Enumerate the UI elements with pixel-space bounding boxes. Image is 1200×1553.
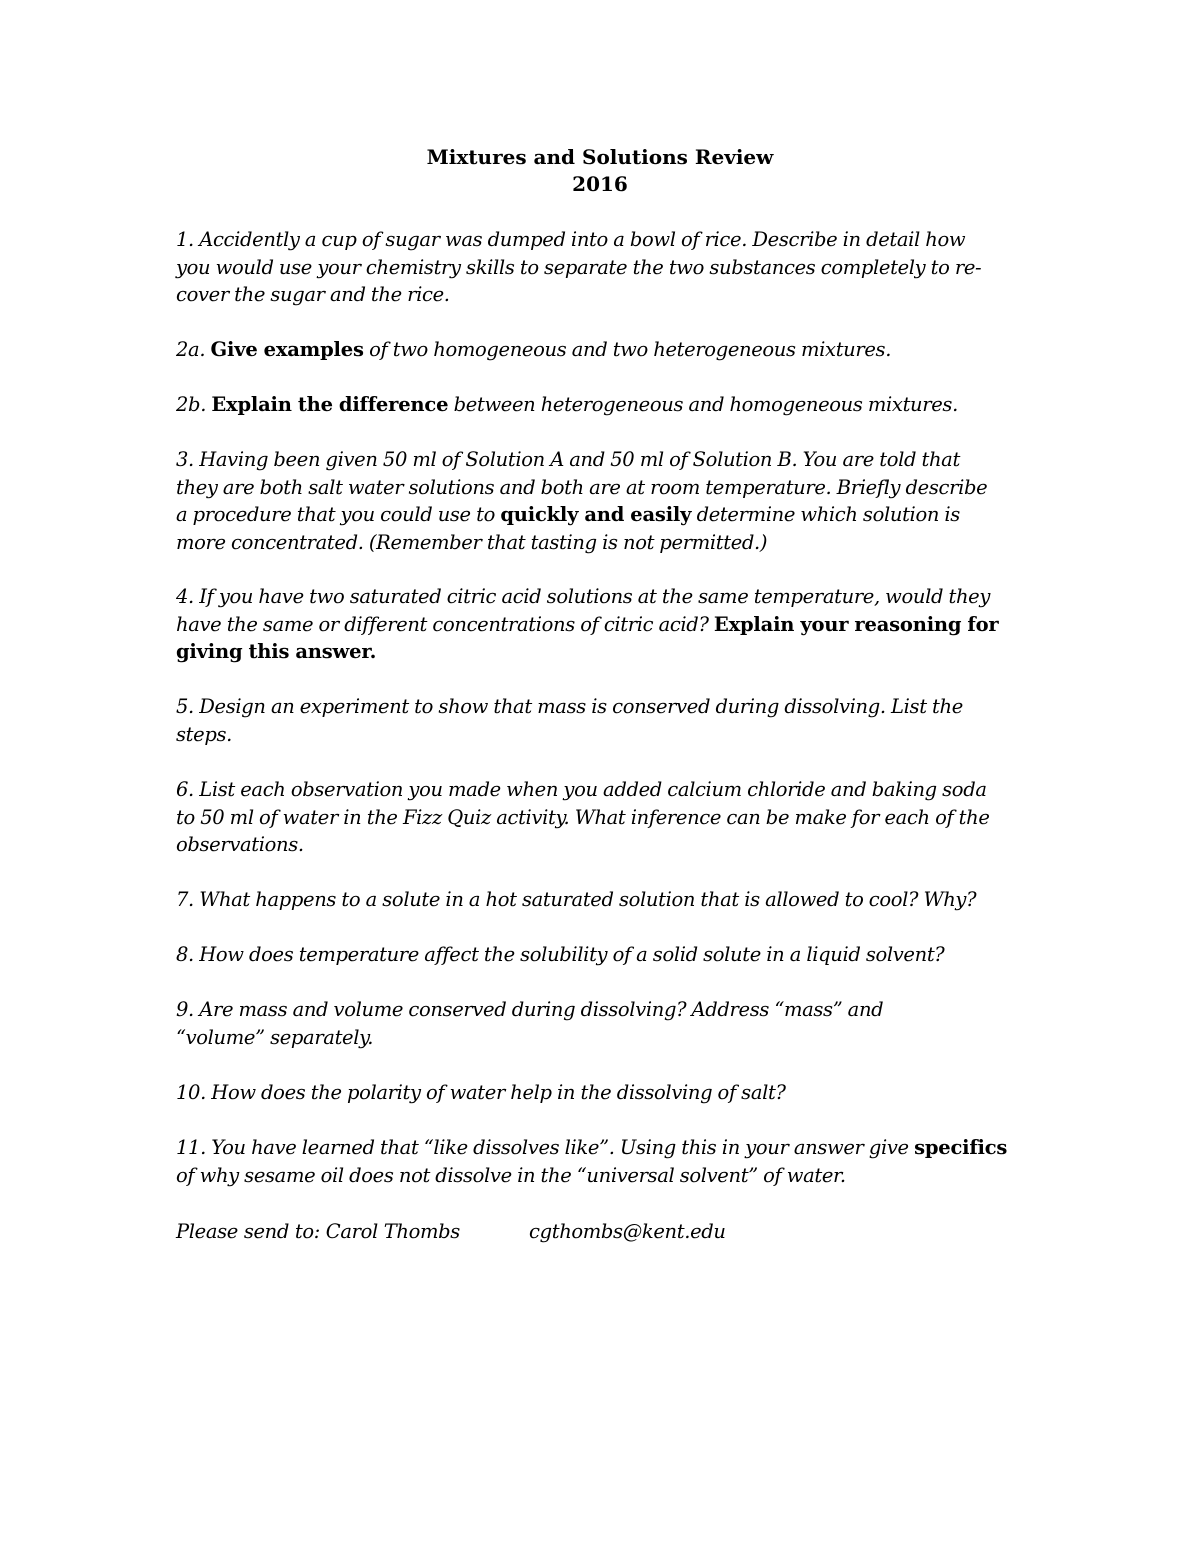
- question-line: [176, 474, 1026, 502]
- question-line: [176, 336, 1026, 364]
- question-line: [176, 886, 1026, 914]
- document-title: Mixtures and Solutions Review: [426, 145, 774, 169]
- question-5: [176, 693, 1026, 748]
- contact-footer: [176, 1218, 726, 1246]
- question-line: [176, 501, 1026, 529]
- question-line: [176, 281, 1026, 309]
- emphasis-text: Explain your reasoning for: [713, 612, 999, 636]
- question-2b: [176, 391, 1026, 419]
- contact-email: cgthombs@kent.edu: [529, 1220, 726, 1243]
- question-line: [176, 391, 1026, 419]
- question-line: [176, 804, 1026, 832]
- question-line: [176, 1162, 1026, 1190]
- question-line: [176, 1079, 1026, 1107]
- question-text: have the same or different concentrations of citric acid?: [176, 612, 714, 636]
- question-text: between heterogeneous and homogeneous mixtures.: [448, 393, 958, 416]
- question-line: [176, 996, 1026, 1024]
- question-line: [176, 1024, 1026, 1052]
- emphasis-text: giving this answer.: [176, 640, 377, 663]
- question-text: they are both salt water solutions and both are at room temperature. Briefly describe: [176, 475, 988, 499]
- question-8: [176, 941, 1026, 969]
- emphasis-text: specifics: [914, 1136, 1008, 1159]
- question-text: 10. How does the polarity of water help in the dissolving of salt?: [176, 1081, 786, 1104]
- question-text: 11. You have learned that “like dissolves like”. Using this in your answer give: [176, 1136, 915, 1159]
- question-line: [176, 611, 1026, 639]
- emphasis-text: quickly and easily: [500, 503, 692, 526]
- question-2a: [176, 336, 1026, 364]
- question-text: 6. List each observation you made when you added calcium chloride and baking soda: [176, 778, 987, 801]
- document-year: 2016: [572, 172, 628, 196]
- question-line: [176, 693, 1026, 721]
- question-text: 2a.: [176, 338, 211, 361]
- question-text: 4. If you have two saturated citric acid solutions at the same temperature, would they: [176, 585, 991, 608]
- emphasis-text: Give examples: [210, 338, 364, 361]
- question-text: 2b.: [176, 393, 212, 416]
- question-line: [176, 226, 1026, 254]
- contact-label: Please send to: Carol Thombs: [176, 1220, 460, 1243]
- question-text: 5. Design an experiment to show that mass is conserved during dissolving. List the: [176, 695, 963, 718]
- question-line: [176, 721, 1026, 749]
- question-text: you would use your chemistry skills to separate the two substances completely to re-: [176, 255, 982, 279]
- question-text: of why sesame oil does not dissolve in the “universal solvent” of water.: [176, 1163, 846, 1187]
- question-text: determine which solution is: [691, 503, 960, 526]
- question-line: [176, 1134, 1026, 1162]
- question-text: steps.: [176, 722, 232, 746]
- question-text: 9. Are mass and volume conserved during dissolving? Address “mass” and: [176, 998, 884, 1021]
- question-9: [176, 996, 1026, 1051]
- question-7: [176, 886, 1026, 914]
- question-line: [176, 446, 1026, 474]
- question-line: [176, 583, 1026, 611]
- question-6: [176, 776, 1026, 859]
- emphasis-text: Explain the difference: [211, 393, 449, 416]
- question-1: [176, 226, 1026, 309]
- question-text: 1. Accidently a cup of sugar was dumped into a bowl of rice. Describe in detail how: [176, 228, 966, 251]
- question-line: [176, 254, 1026, 282]
- question-text: cover the sugar and the rice.: [176, 283, 450, 306]
- question-text: a procedure that you could use to: [176, 503, 501, 526]
- question-line: [176, 529, 1026, 557]
- question-text: to 50 ml of water in the Fizz Quiz activity. What inference can be make for each of the: [176, 805, 990, 829]
- question-text: 3. Having been given 50 ml of Solution A and 50 ml of Solution B. You are told that: [176, 448, 960, 471]
- question-text: more concentrated. (Remember that tasting is not permitted.): [176, 530, 768, 554]
- question-line: [176, 831, 1026, 859]
- question-3: [176, 446, 1026, 556]
- question-4: [176, 583, 1026, 666]
- question-line: [176, 638, 1026, 666]
- question-text: “volume” separately.: [176, 1025, 374, 1049]
- question-text: 7. What happens to a solute in a hot saturated solution that is allowed to cool? Why?: [176, 888, 977, 911]
- question-text: observations.: [176, 833, 304, 856]
- question-line: [176, 776, 1026, 804]
- question-10: [176, 1079, 1026, 1107]
- question-text: 8. How does temperature affect the solubility of a solid solute in a liquid solvent?: [176, 943, 945, 966]
- question-line: [176, 941, 1026, 969]
- question-11: [176, 1134, 1026, 1189]
- question-text: of two homogeneous and two heterogeneous mixtures.: [363, 338, 892, 361]
